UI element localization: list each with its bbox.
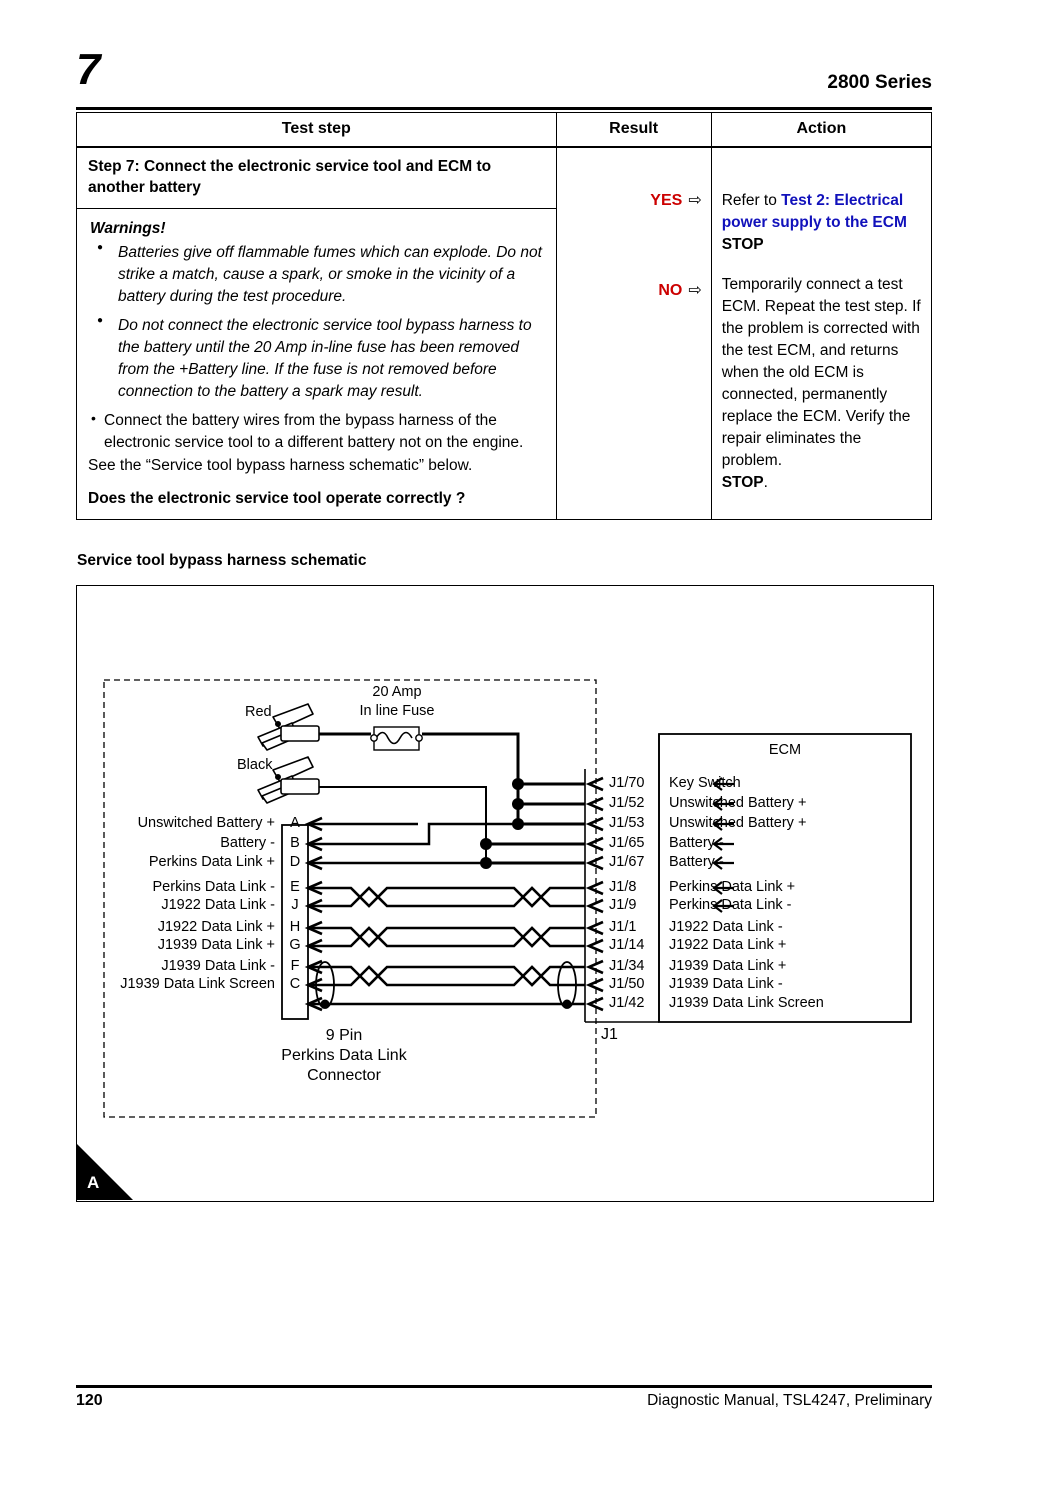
twisted-pair-j1922 xyxy=(308,928,585,946)
ecm-pin-label: Unswitched Battery + xyxy=(669,815,807,831)
result-yes-label: YES xyxy=(650,192,683,209)
connector-caption xyxy=(229,1026,459,1086)
shield-drain-dot-left xyxy=(321,1000,330,1009)
header-rule xyxy=(76,107,932,110)
ecm-pin-number: J1/8 xyxy=(609,879,637,895)
chapter-number: 7 xyxy=(76,45,100,94)
test-step-table xyxy=(76,112,932,520)
connector-pin-label: J1922 Data Link + xyxy=(157,919,275,935)
arrow-right-icon: ⇨ xyxy=(688,192,702,209)
step-title: Step 7: Connect the electronic service tool and ECM to another battery xyxy=(77,148,556,209)
connector-pin-label: Perkins Data Link - xyxy=(152,879,275,895)
inline-fuse-icon xyxy=(371,727,422,750)
ecm-pin-label: Key Switch xyxy=(669,775,741,791)
connector-pin-arrows xyxy=(308,818,322,1010)
column-header-test-step: Test step xyxy=(77,113,557,148)
ecm-pin-number: J1/34 xyxy=(609,958,645,974)
result-block xyxy=(557,148,711,300)
table-header-row xyxy=(77,113,932,148)
ecm-pin-number: J1/14 xyxy=(609,937,645,953)
ecm-pin-label: J1939 Data Link - xyxy=(669,976,783,992)
connector-pin-letter: C xyxy=(289,976,301,992)
connector-pin-letter: D xyxy=(289,854,301,870)
action-yes-prefix: Refer to xyxy=(721,192,782,209)
series-title: 2800 Series xyxy=(827,72,932,93)
connector-caption-line: Perkins Data Link xyxy=(281,1047,407,1064)
ecm-pin-number: J1/70 xyxy=(609,775,645,791)
test-step-cell xyxy=(77,147,557,519)
corner-marker-triangle xyxy=(77,1144,133,1200)
connector-pin-label: J1922 Data Link - xyxy=(161,897,275,913)
action-no-stop-line xyxy=(722,472,921,494)
ecm-label: ECM xyxy=(768,742,802,758)
ecm-pin-label: Unswitched Battery + xyxy=(669,795,807,811)
column-header-result: Result xyxy=(556,113,711,148)
page-header xyxy=(76,45,932,108)
action-no-stop-suffix: . xyxy=(763,474,768,491)
ecm-pin-number: J1/1 xyxy=(609,919,637,935)
schematic-figure xyxy=(76,585,934,1202)
ecm-pin-label: J1922 Data Link + xyxy=(669,937,787,953)
twisted-pair-perkins xyxy=(308,888,585,906)
ecm-pin-label: Perkins Data Link + xyxy=(669,879,796,895)
ecm-pin-number: J1/53 xyxy=(609,815,645,831)
cross-reference-link[interactable]: Test 2: Electrical power supply to the ECM xyxy=(721,192,907,231)
connector-pin-letter: B xyxy=(290,835,300,851)
connector-pin-letter: A xyxy=(290,815,300,831)
ecm-pin-label: Battery - xyxy=(669,854,724,870)
action-block xyxy=(712,148,931,504)
action-cell xyxy=(711,147,931,519)
result-no-label: NO xyxy=(658,282,683,299)
action-spacer xyxy=(722,256,921,274)
instruction-item: • Connect the battery wires from the bypass harness of the electronic service tool to a different battery not on the engine. xyxy=(104,410,545,454)
ecm-pin-number: J1/52 xyxy=(609,795,645,811)
footer-rule xyxy=(76,1385,932,1388)
step-question: Does the electronic service tool operate correctly ? xyxy=(88,489,466,507)
step-body xyxy=(77,209,556,519)
connector-caption-line: 9 Pin xyxy=(325,1027,363,1044)
result-spacer xyxy=(557,210,702,280)
connector-pin-label: Battery - xyxy=(220,835,275,851)
ecm-pin-number: J1/65 xyxy=(609,835,645,851)
schematic-title: Service tool bypass harness schematic xyxy=(77,552,367,569)
connector-caption-line: Connector xyxy=(307,1067,381,1084)
ecm-pin-label: J1939 Data Link + xyxy=(669,958,787,974)
action-no-stop: STOP xyxy=(721,474,764,491)
shield-drain-dot-right xyxy=(563,1000,572,1009)
ecm-pin-label: Battery - xyxy=(669,835,724,851)
connector-pin-letter: E xyxy=(290,879,300,895)
warnings-heading: Warnings! xyxy=(90,219,166,237)
arrow-right-icon: ⇨ xyxy=(688,282,702,299)
action-yes xyxy=(722,190,921,256)
footer-document-text: Diagnostic Manual, TSL4247, Preliminary xyxy=(647,1392,932,1409)
fuse-rating-label: 20 Amp xyxy=(372,684,422,700)
warning-item: ● Batteries give off flammable fumes which can explode. Do not strike a match, cause a spark, or smoke in the vicinity of a battery during the test procedure. xyxy=(118,242,545,308)
result-no xyxy=(557,280,702,300)
fuse-type-label: In line Fuse xyxy=(359,703,435,719)
ecm-pin-number: J1/9 xyxy=(609,897,637,913)
connector-pin-letter: J xyxy=(291,897,299,913)
warnings-list xyxy=(88,242,545,403)
action-no xyxy=(722,274,921,494)
action-no-text: Temporarily connect a test ECM. Repeat the test step. If the problem is corrected with the test ECM, and returns when the old ECM is connected, permanently replace the ECM. Verify the repair eliminates the problem. xyxy=(721,276,921,469)
ecm-pin-label: Perkins Data Link - xyxy=(669,897,792,913)
ecm-pin-label: J1939 Data Link Screen xyxy=(669,995,824,1011)
ecm-pin-label: J1922 Data Link - xyxy=(669,919,783,935)
result-yes xyxy=(557,190,702,210)
j1-label: J1 xyxy=(601,1026,618,1043)
connector-pin-letter: F xyxy=(290,958,300,974)
see-note: See the “Service tool bypass harness schematic” below. xyxy=(88,456,473,474)
result-cell xyxy=(556,147,711,519)
ecm-pin-number: J1/50 xyxy=(609,976,645,992)
warning-item: ● Do not connect the electronic service tool bypass harness to the battery until the 20 Amp in-line fuse has been removed from the +Battery line. If the fuse is not removed before connection to the battery a spark may result. xyxy=(118,315,545,403)
instructions-list xyxy=(88,410,545,454)
connector-pin-letter: G xyxy=(289,937,301,953)
column-header-action: Action xyxy=(711,113,931,148)
twisted-pair-j1939 xyxy=(308,967,585,985)
black-clip-label: Black xyxy=(237,757,273,773)
page-number: 120 xyxy=(76,1392,103,1409)
connector-pin-label: J1939 Data Link + xyxy=(157,937,275,953)
corner-marker-label: A xyxy=(87,1173,100,1192)
connector-pin-letter: H xyxy=(289,919,301,935)
table-body-row xyxy=(77,147,932,519)
ecm-pin-number: J1/42 xyxy=(609,995,645,1011)
connector-pin-label: Unswitched Battery + xyxy=(137,815,275,831)
connector-pin-label: J1939 Data Link - xyxy=(161,958,275,974)
action-yes-stop: STOP xyxy=(721,236,764,253)
red-clip-label: Red xyxy=(245,704,272,720)
connector-pin-label: J1939 Data Link Screen xyxy=(120,976,275,992)
connector-pin-label: Perkins Data Link + xyxy=(148,854,275,870)
ecm-pin-number: J1/67 xyxy=(609,854,645,870)
